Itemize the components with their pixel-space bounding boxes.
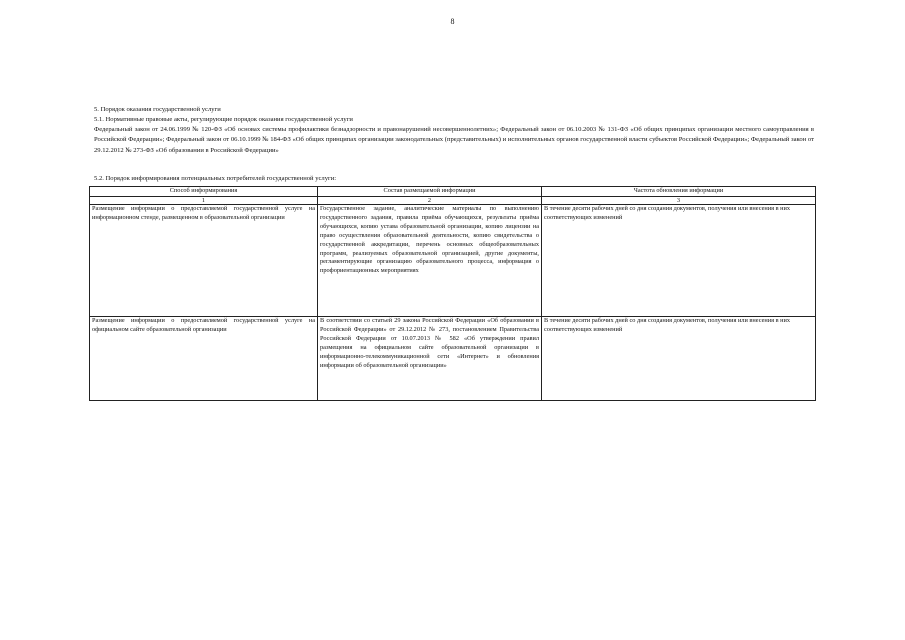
header-method: Способ информирования bbox=[90, 187, 318, 197]
page-number: 8 bbox=[450, 17, 455, 26]
row-2-method: Размещение информации о предоставляемой государственной услуге на официальном сайте образовательной организации bbox=[90, 317, 318, 401]
table-row bbox=[90, 317, 816, 401]
column-number-1: 1 bbox=[90, 197, 318, 205]
table-header-row bbox=[90, 187, 816, 197]
section-5-title: 5. Порядок оказания государственной услуги bbox=[94, 106, 221, 113]
column-number-3: 3 bbox=[542, 197, 816, 205]
row-2-content: В соответствии со статьей 29 закона Российской Федерации «Об образовании в Российской Федерации» от 29.12.2012 № 273, постановлением Правительства Российской Федерации от 10.07.2013 № 582 «Об утверждении правил размещения на официальном сайте образовательной организации в информационно-телекоммуникационной сети «Интернет» и обновления информации об образовательной организации» bbox=[318, 317, 542, 401]
row-2-frequency: В течение десяти рабочих дней со дня создания документов, получения или внесения в них соответствующих изменений bbox=[542, 317, 816, 401]
section-5-1-title: 5.1. Нормативные правовые акты, регулирующие порядок оказания государственной услуги bbox=[94, 116, 353, 123]
row-1-content: Государственное задание, аналитические материалы по выполнению государственного задания, правила приёма обучающихся, результаты приёма обучающихся, копию устава образовательной организации, копию лицензии на право осуществления образовательной деятельности, копию свидетельства о государственной аккредитации, перечень основных общеобразовательных программ, реализуемых образовательной организацией, другие документы, регламентирующие организацию образовательного процесса, информация о профориентационных мероприятиях bbox=[318, 205, 542, 317]
table-row bbox=[90, 205, 816, 317]
table-number-row bbox=[90, 197, 816, 205]
header-content: Состав размещаемой информации bbox=[318, 187, 542, 197]
laws-paragraph: Федеральный закон от 24.06.1999 № 120-ФЗ «Об основах системы профилактики безнадзорности и правонарушений несовершеннолетних»; Федеральный закон от 06.10.2003 № 131-ФЗ «Об общих принципах организации местного самоуправления в Российской Федерации»; Федеральный закон от 06.10.1999 № 184-ФЗ «Об общих принципах организации законодательных (представительных) и исполнительных органов государственной власти субъектов Российской Федерации»; Федеральный закон от 29.12.2012 № 273-ФЗ «Об образовании в Российской Федерации» bbox=[94, 126, 814, 154]
column-number-2: 2 bbox=[318, 197, 542, 205]
header-frequency: Частота обновления информации bbox=[542, 187, 816, 197]
information-table bbox=[89, 186, 816, 401]
row-1-frequency: В течение десяти рабочих дней со дня создания документов, получения или внесения в них соответствующих изменений bbox=[542, 205, 816, 317]
row-1-method: Размещение информации о предоставляемой государственной услуге на информационном стенде, размещенном в образовательной организации bbox=[90, 205, 318, 317]
section-5-2-title: 5.2. Порядок информирования потенциальных потребителей государственной услуги: bbox=[94, 175, 337, 182]
